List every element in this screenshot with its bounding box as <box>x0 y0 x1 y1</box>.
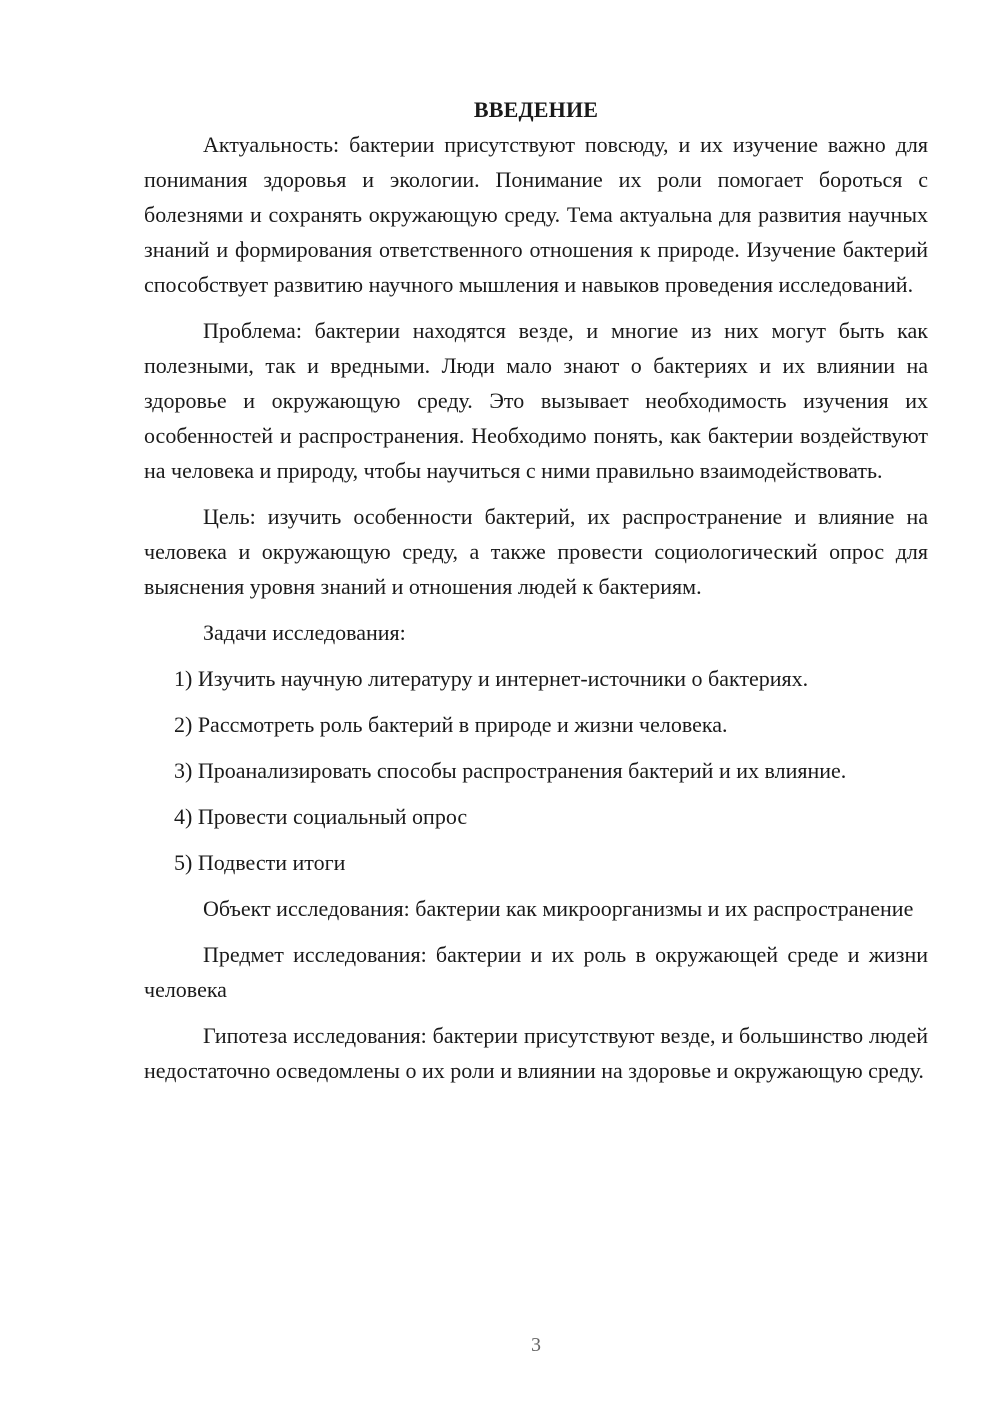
task-item-2: 2) Рассмотреть роль бактерий в природе и жизни человека. <box>174 712 728 737</box>
document-page <box>144 92 928 1099</box>
task-item-3: 3) Проанализировать способы распространения бактерий и их влияние. <box>174 758 847 783</box>
paragraph-object: Объект исследования: бактерии как микроорганизмы и их распространение <box>203 896 914 921</box>
paragraph-subject: Предмет исследования: бактерии и их роль в окружающей среде и жизни человека <box>144 942 928 1002</box>
paragraph-problem: Проблема: бактерии находятся везде, и многие из них могут быть как полезными, так и вредными. Люди мало знают о бактериях и их влиянии на здоровье и окружающую среду. Это вызывает необходимость изучения их особенностей и распространения. Необходимо понять, как бактерии воздействуют на человека и природу, чтобы научиться с ними правильно взаимодействовать. <box>144 318 928 483</box>
tasks-heading: Задачи исследования: <box>203 620 406 645</box>
paragraph-relevance: Актуальность: бактерии присутствуют повсюду, и их изучение важно для понимания здоровья и экологии. Понимание их роли помогает бороться с болезнями и сохранять окружающую среду. Тема актуальна для развития научных знаний и формирования ответственного отношения к природе. Изучение бактерий способствует развитию научного мышления и навыков проведения исследований. <box>144 132 928 297</box>
task-item-4: 4) Провести социальный опрос <box>174 804 468 829</box>
task-item-1: 1) Изучить научную литературу и интернет-источники о бактериях. <box>174 666 809 691</box>
paragraph-hypothesis: Гипотеза исследования: бактерии присутствуют везде, и большинство людей недостаточно осведомлены о их роли и влиянии на здоровье и окружающую среду. <box>144 1023 928 1083</box>
paragraph-goal: Цель: изучить особенности бактерий, их распространение и влияние на человека и окружающую среду, а также провести социологический опрос для выяснения уровня знаний и отношения людей к бактериям. <box>144 504 928 599</box>
section-title: ВВЕДЕНИЕ <box>473 97 599 122</box>
page-number: 3 <box>531 1334 541 1356</box>
task-item-5: 5) Подвести итоги <box>174 850 346 875</box>
